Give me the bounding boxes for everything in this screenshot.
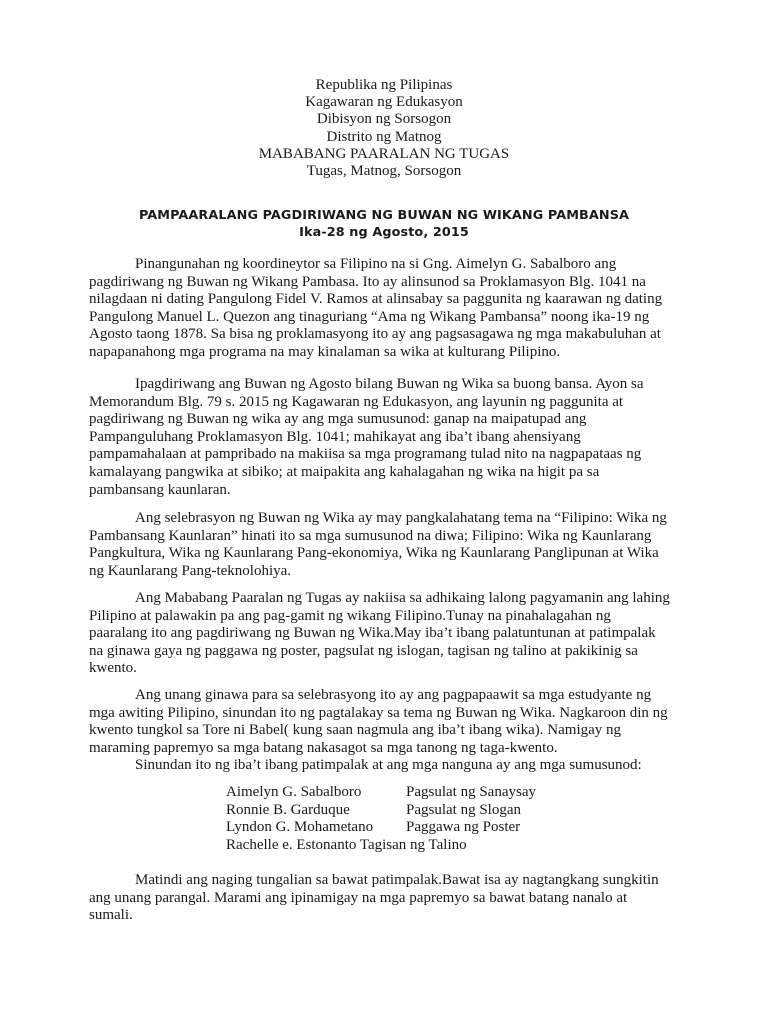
winner-name: Aimelyn G. Sabalboro xyxy=(226,784,362,800)
paragraph-line: Ang unang ginawa para sa selebrasyong ito ay ang pagpapaawit sa mga estudyante ng xyxy=(135,687,652,703)
paragraph-line: Pambansang Kaunlaran” hinati ito sa mga sumusunod na diwa; Filipino: Wika ng Kaunlarang xyxy=(89,527,652,544)
winner-category: Pagsulat ng Slogan xyxy=(406,801,521,818)
document-title xyxy=(0,207,768,241)
paragraph-6 xyxy=(89,872,689,925)
header-line-address: Tugas, Matnog, Sorsogon xyxy=(306,163,462,180)
paragraph-line: Pampanguluhang Proklamasyon Blg. 1041; mahikayat ang iba’t ibang ahensiyang xyxy=(89,428,581,445)
paragraph-line: nilagdaan ni dating Pangulong Fidel V. Ramos at alinsabay sa paggunita ng kaarawan ng dating xyxy=(89,291,663,308)
paragraph-line: ang unang parangal. Marami ang ipinamigay na mga papremyo sa bawat batang nanalo at xyxy=(89,889,628,906)
paragraph-4 xyxy=(89,590,689,678)
paragraph-line: maraming papremyo sa mga batang nakasagot sa mga tanong ng taga-kwento. xyxy=(89,739,558,756)
winner-row xyxy=(226,784,536,802)
paragraph-line: Ang Mababang Paaralan ng Tugas ay nakiisa sa adhikaing lalong pagyamanin ang lahing xyxy=(135,590,670,606)
paragraph-line: Matindi ang naging tungalian sa bawat patimpalak.Bawat isa ay nagtangkang sungkitin xyxy=(135,872,659,888)
header-line-department: Kagawaran ng Edukasyon xyxy=(305,94,463,111)
paragraph-line: Pangulong Manuel L. Quezon ang tinaguriang “Ama ng Wikang Pambansa” noong ika-19 ng xyxy=(89,308,650,325)
paragraph-line: pagdiriwang ng Buwan ng Wikang Pambasa. Ito ay alinsunod sa Proklamasyon Blg. 1041 na xyxy=(89,273,646,290)
paragraph-line: ng Kaunlarang Pang-teknolohiya. xyxy=(89,562,292,579)
paragraph-line: Pangkultura, Wika ng Kaunlarang Pang-ekonomiya, Wika ng Kaunlarang Panglipunan at Wika xyxy=(89,545,659,562)
letterhead xyxy=(0,77,768,180)
winner-row xyxy=(226,801,521,820)
paragraph-3 xyxy=(89,510,689,580)
winner-name: Ronnie B. Garduque xyxy=(226,801,350,818)
paragraph-1 xyxy=(89,256,689,362)
header-line-division: Dibisyon ng Sorsogon xyxy=(316,111,452,128)
paragraph-5 xyxy=(89,687,689,775)
paragraph-line: Sinundan ito ng iba’t ibang patimpalak at ang mga nanguna ay ang mga sumusunod: xyxy=(135,757,642,774)
header-line-republic: Republika ng Pilipinas xyxy=(315,77,453,93)
paragraph-2 xyxy=(89,376,689,499)
paragraph-line: pambansang kaunlaran. xyxy=(89,481,231,498)
paragraph-line: kwento tungkol sa Tore ni Babel( kung saan nagmula ang iba’t ibang wika). Namigay ng xyxy=(89,722,622,739)
winners-list xyxy=(226,784,536,854)
paragraph-line: pampamahalaan at pampribado na makiisa sa mga programang tulad nito na nagpapataas ng xyxy=(89,446,642,463)
paragraph-line: Pilipino at palawakin pa ang pag-gamit ng wikang Filipino.Tunay na pinahalagahan ng xyxy=(89,607,611,624)
winner-row xyxy=(226,819,521,837)
paragraph-line: Pinangunahan ng koordineytor sa Filipino na si Gng. Aimelyn G. Sabalboro ang xyxy=(135,256,617,272)
winner-category: Pagsulat ng Sanaysay xyxy=(406,784,536,800)
header-line-school: MABABANG PAARALAN NG TUGAS xyxy=(258,145,510,162)
winner-category: Paggawa ng Poster xyxy=(406,819,521,836)
paragraph-line: kwento. xyxy=(89,660,137,677)
paragraph-line: na ginawa gaya ng paggawa ng poster, pagsulat ng islogan, tagisan ng talino at pakikinig sa xyxy=(89,642,638,659)
paragraph-line: mga awiting Pilipino, sinundan ito ng pagtalakay sa tema ng Buwan ng Wika. Nagkaroon din ng xyxy=(89,704,668,721)
title-main: PAMPAARALANG PAGDIRIWANG NG BUWAN NG WIKANG PAMBANSA xyxy=(138,208,630,223)
paragraph-line: paaralang ito ang pagdiriwang ng Buwan ng Wika.May iba’t ibang palatuntunan at patimpalak xyxy=(89,625,656,642)
paragraph-line: Agosto taong 1878. Sa bisa ng proklamasyong ito ay ang pagsasagawa ng mga makabuluhan at xyxy=(89,326,661,343)
paragraph-line: Ang selebrasyon ng Buwan ng Wika ay may pangkalahatang tema na “Filipino: Wika ng xyxy=(135,510,667,526)
title-date: Ika-28 ng Agosto, 2015 xyxy=(299,225,469,240)
winner-row: Rachelle e. Estonanto Tagisan ng Talino xyxy=(226,836,467,853)
paragraph-line: Ipagdiriwang ang Buwan ng Agosto bilang Buwan ng Wika sa buong bansa. Ayon sa xyxy=(135,376,644,392)
paragraph-line: Memorandum Blg. 79 s. 2015 ng Kagawaran ng Edukasyon, ang layunin ng paggunita at xyxy=(89,393,624,410)
winner-name: Lyndon G. Mohametano xyxy=(226,819,374,836)
paragraph-line: sumali. xyxy=(89,907,133,924)
header-line-district: Distrito ng Matnog xyxy=(326,128,442,145)
paragraph-line: napapanahong mga programa na may kinalaman sa wika at kulturang Pilipino. xyxy=(89,343,561,360)
paragraph-line: kamalayang pangwika at sibiko; at maipakita ang kahalagahan ng wika na higit pa sa xyxy=(89,463,600,480)
paragraph-line: pagdiriwang ng Buwan ng wika ay ang mga sumusunod: ganap na maipatupad ang xyxy=(89,411,587,428)
